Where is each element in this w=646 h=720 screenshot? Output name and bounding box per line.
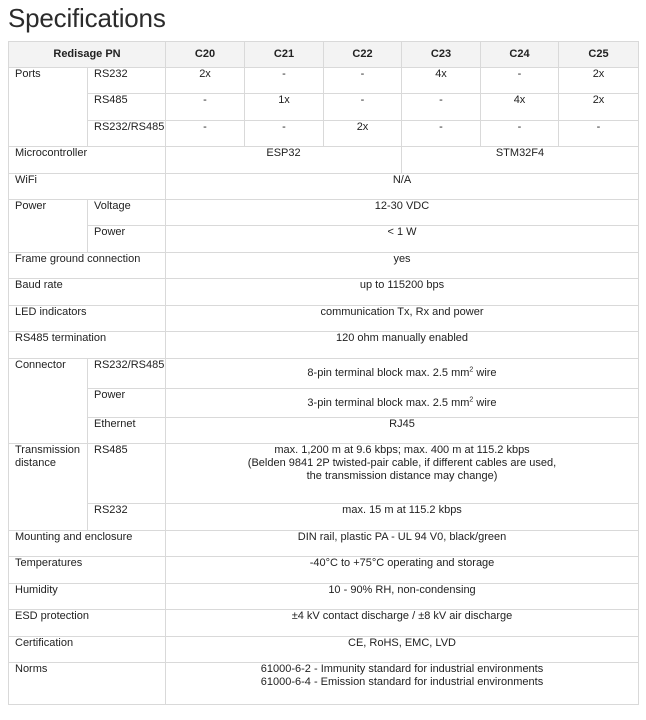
row-label-led: LED indicators xyxy=(9,306,166,332)
cell-value: ±4 kV contact discharge / ±8 kV air discharge xyxy=(166,610,639,637)
cell-value: STM32F4 xyxy=(402,147,639,174)
table-row xyxy=(9,504,639,531)
connector-rs-suffix: wire xyxy=(473,367,497,379)
cell-value: 1x xyxy=(245,94,324,121)
table-row xyxy=(9,637,639,663)
sub-label: Power xyxy=(88,226,166,253)
text-line: the transmission distance may change) xyxy=(306,470,498,482)
text-line: (Belden 9841 2P twisted-pair cable, if different cables are used, xyxy=(247,457,557,469)
label-line: Transmission xyxy=(15,444,80,456)
sub-label: RS232/RS485 xyxy=(88,359,166,389)
table-row xyxy=(9,253,639,279)
table-row xyxy=(9,444,639,504)
cell-value: max. 15 m at 115.2 kbps xyxy=(166,504,639,531)
table-row xyxy=(9,279,639,306)
specifications-table xyxy=(8,41,639,705)
cell-value: 4x xyxy=(481,94,559,121)
cell-value: - xyxy=(245,121,324,147)
connector-power-value: 3-pin terminal block max. 2.5 mm xyxy=(307,396,470,409)
table-row xyxy=(9,610,639,637)
table-row xyxy=(9,68,639,94)
row-label-mounting: Mounting and enclosure xyxy=(9,531,166,557)
page-title: Specifications xyxy=(8,3,166,33)
model-header: C25 xyxy=(559,42,639,68)
cell-value: yes xyxy=(166,253,639,279)
sub-label: RS485 xyxy=(88,444,166,504)
row-label-connector: Connector xyxy=(9,359,88,444)
cell-value: communication Tx, Rx and power xyxy=(166,306,639,332)
row-label-power: Power xyxy=(9,200,88,253)
table-row xyxy=(9,332,639,359)
cell-value xyxy=(166,359,639,389)
superscript: 2 xyxy=(469,395,474,403)
cell-value: - xyxy=(402,121,481,147)
row-label-rs485-termination: RS485 termination xyxy=(9,332,166,359)
cell-value: RJ45 xyxy=(166,418,639,444)
row-label-microcontroller: Microcontroller xyxy=(9,147,166,174)
sub-label: RS232 xyxy=(88,68,166,94)
table-row xyxy=(9,663,639,705)
sub-label: RS232/RS485 xyxy=(88,121,166,147)
cell-value: up to 115200 bps xyxy=(166,279,639,306)
row-label-certification: Certification xyxy=(9,637,166,663)
sub-label: RS485 xyxy=(88,94,166,121)
cell-value xyxy=(166,389,639,418)
cell-value: - xyxy=(481,121,559,147)
model-header: C23 xyxy=(402,42,481,68)
superscript: 2 xyxy=(469,366,474,374)
table-row xyxy=(9,418,639,444)
model-header: C21 xyxy=(245,42,324,68)
row-label-norms: Norms xyxy=(9,663,166,705)
cell-value: 4x xyxy=(402,68,481,94)
cell-value: - xyxy=(245,68,324,94)
row-label-humidity: Humidity xyxy=(9,584,166,610)
table-row xyxy=(9,359,639,389)
table-row xyxy=(9,389,639,418)
cell-value: 2x xyxy=(559,94,639,121)
row-label-ports: Ports xyxy=(9,68,88,147)
cell-value xyxy=(166,444,639,504)
cell-value: - xyxy=(481,68,559,94)
text-line: max. 1,200 m at 9.6 kbps; max. 400 m at 115.2 kbps xyxy=(274,444,530,456)
sub-label: Ethernet xyxy=(88,418,166,444)
model-header: C24 xyxy=(481,42,559,68)
cell-value: ESP32 xyxy=(166,147,402,174)
table-row xyxy=(9,94,639,121)
table-row xyxy=(9,531,639,557)
sub-label: RS232 xyxy=(88,504,166,531)
sub-label: Voltage xyxy=(88,200,166,226)
cell-value: CE, RoHS, EMC, LVD xyxy=(166,637,639,663)
cell-value: N/A xyxy=(166,174,639,200)
cell-value: - xyxy=(324,68,402,94)
table-row xyxy=(9,557,639,584)
table-row xyxy=(9,226,639,253)
pn-header: Redisage PN xyxy=(9,42,166,68)
connector-rs-value: 8-pin terminal block max. 2.5 mm xyxy=(307,367,470,379)
row-label-transmission-distance xyxy=(9,444,88,531)
model-header: C22 xyxy=(324,42,402,68)
table-row xyxy=(9,306,639,332)
text-line: 61000-6-2 - Immunity standard for industrial environments xyxy=(260,663,544,675)
cell-value: - xyxy=(402,94,481,121)
table-row xyxy=(9,121,639,147)
cell-value: 10 - 90% RH, non-condensing xyxy=(166,584,639,610)
header-row xyxy=(9,42,639,68)
label-line: distance xyxy=(15,457,56,469)
cell-value: -40°C to +75°C operating and storage xyxy=(166,557,639,584)
row-label-frame-ground: Frame ground connection xyxy=(9,253,166,279)
connector-power-suffix: wire xyxy=(473,396,497,409)
table-row xyxy=(9,584,639,610)
cell-value: - xyxy=(324,94,402,121)
row-label-esd: ESD protection xyxy=(9,610,166,637)
sub-label: Power xyxy=(88,389,166,418)
cell-value: - xyxy=(166,94,245,121)
model-header: C20 xyxy=(166,42,245,68)
cell-value: 12-30 VDC xyxy=(166,200,639,226)
cell-value: DIN rail, plastic PA - UL 94 V0, black/green xyxy=(166,531,639,557)
cell-value xyxy=(166,663,639,705)
cell-value: 2x xyxy=(166,68,245,94)
table-row xyxy=(9,174,639,200)
row-label-wifi: WiFi xyxy=(9,174,166,200)
table-row xyxy=(9,200,639,226)
cell-value: < 1 W xyxy=(166,226,639,253)
cell-value: - xyxy=(559,121,639,147)
table-row xyxy=(9,147,639,174)
text-line: 61000-6-4 - Emission standard for industrial environments xyxy=(260,676,544,688)
cell-value: 2x xyxy=(559,68,639,94)
cell-value: 2x xyxy=(324,121,402,147)
cell-value: - xyxy=(166,121,245,147)
row-label-temperatures: Temperatures xyxy=(9,557,166,584)
cell-value: 120 ohm manually enabled xyxy=(166,332,639,359)
row-label-baud-rate: Baud rate xyxy=(9,279,166,306)
